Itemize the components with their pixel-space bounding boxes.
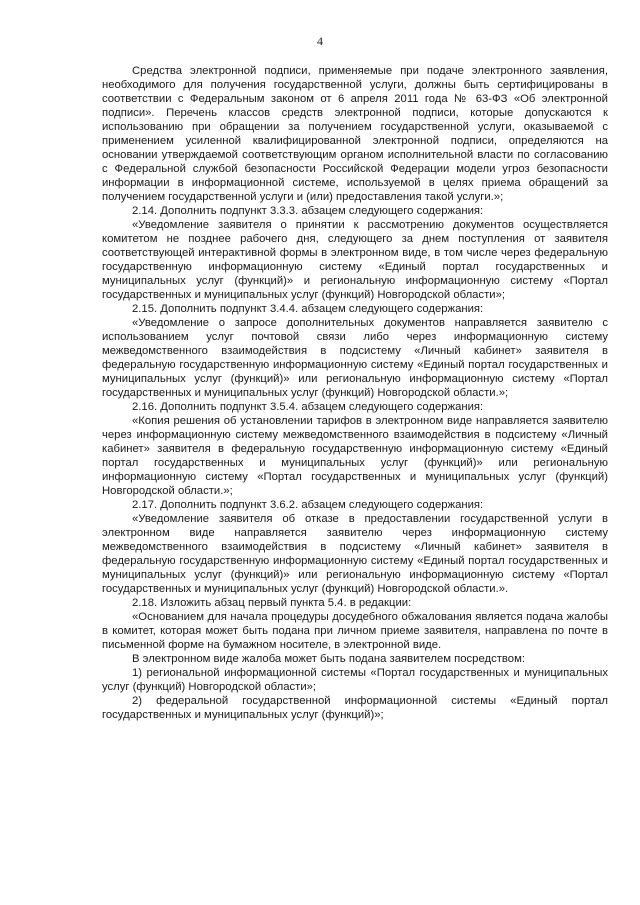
paragraph-electronic-signature: Средства электронной подписи, применяемые при подаче электронного заявления, необходимого для получения государственной услуги, должны быть сертифицированы в соответствии с Федеральным законом от 6 апреля 2011 года № 63-ФЗ «Об электронной подписи». Перечень классов средств электронной подписи, которые допускаются к использованию при обращении за получением государственной услуги, оказываемой с применением усиленной квалифицированной электронной подписи, определяются на основании утверждаемой соответствующим органом исполнительной власти по согласованию с Федеральной службой безопасности Российской Федерации модели угроз безопасности информации в информационной системе, используемой в целях приема обращений за получением государственной услуги и (или) предоставления такой услуги.»; [102,65,608,203]
paragraph-2-17-heading: 2.17. Дополнить подпункт 3.6.2. абзацем следующего содержания: [132,499,484,511]
paragraph-2-15-heading: 2.15. Дополнить подпункт 3.4.4. абзацем следующего содержания: [132,303,484,315]
list-item-federal-portal: 2) федеральной государственной информационной системы «Единый портал государственных и муниципальных услуг (функций)»; [102,695,608,721]
paragraph-electronic-complaint: В электронном виде жалоба может быть подана заявителем посредством: [132,653,525,665]
paragraph-2-16-heading: 2.16. Дополнить подпункт 3.5.4. абзацем следующего содержания: [132,401,484,413]
page-number: 4 [317,34,323,48]
paragraph-2-16-text: «Копия решения об установлении тарифов в электронном виде направляется заявителю через информационную систему межведомственного взаимодействия в подсистему «Личный кабинет» заявителя в федеральную государственную информационную систему «Единый портал государственных и муниципальных услуг (функций)» или региональную информационную систему «Портал государственных и муниципальных услуг (функций) Новгородской области.»; [102,415,608,497]
document-body [102,64,608,722]
list-item-regional-portal: 1) региональной информационной системы «Портал государственных и муниципальных услуг (функций) Новгородской области»; [102,667,608,693]
paragraph-2-14-heading: 2.14. Дополнить подпункт 3.3.3. абзацем следующего содержания: [132,205,484,217]
paragraph-2-17-text: «Уведомление заявителя об отказе в предоставлении государственной услуги в электронном виде направляется заявителю через информационную систему межведомственного взаимодействия в подсистему «Личный кабинет» заявителя в федеральную государственную информационную систему «Единый портал государственных и муниципальных услуг (функций)» или региональную информационную систему «Портал государственных и муниципальных услуг (функций) Новгородской области.». [102,513,608,595]
paragraph-2-14-text: «Уведомление заявителя о принятии к рассмотрению документов осуществляется комитетом не позднее рабочего дня, следующего за днем поступления от заявителя соответствующей интерактивной формы в электронном виде, в том числе через федеральную государственную информационную систему «Единый портал государственных и муниципальных услуг (функций)» и региональную информационную систему «Портал государственных и муниципальных услуг (функций) Новгородской области»; [102,219,608,301]
paragraph-2-18-text: «Основанием для начала процедуры досудебного обжалования является подача жалобы в комитет, которая может быть подана при личном приеме заявителя, направлена по почте в письменной форме на бумажном носителе, в электронной виде. [102,611,608,651]
paragraph-2-18-heading: 2.18. Изложить абзац первый пункта 5.4. в редакции: [132,597,412,609]
paragraph-2-15-text: «Уведомление о запросе дополнительных документов направляется заявителю с использованием услуг почтовой связи либо через информационную систему межведомственного взаимодействия в подсистему «Личный кабинет» заявителя в федеральную государственную информационную систему «Единый портал государственных и муниципальных услуг (функций)» или региональную информационную систему «Портал государственных и муниципальных услуг (функций) Новгородской области.»; [102,317,608,399]
